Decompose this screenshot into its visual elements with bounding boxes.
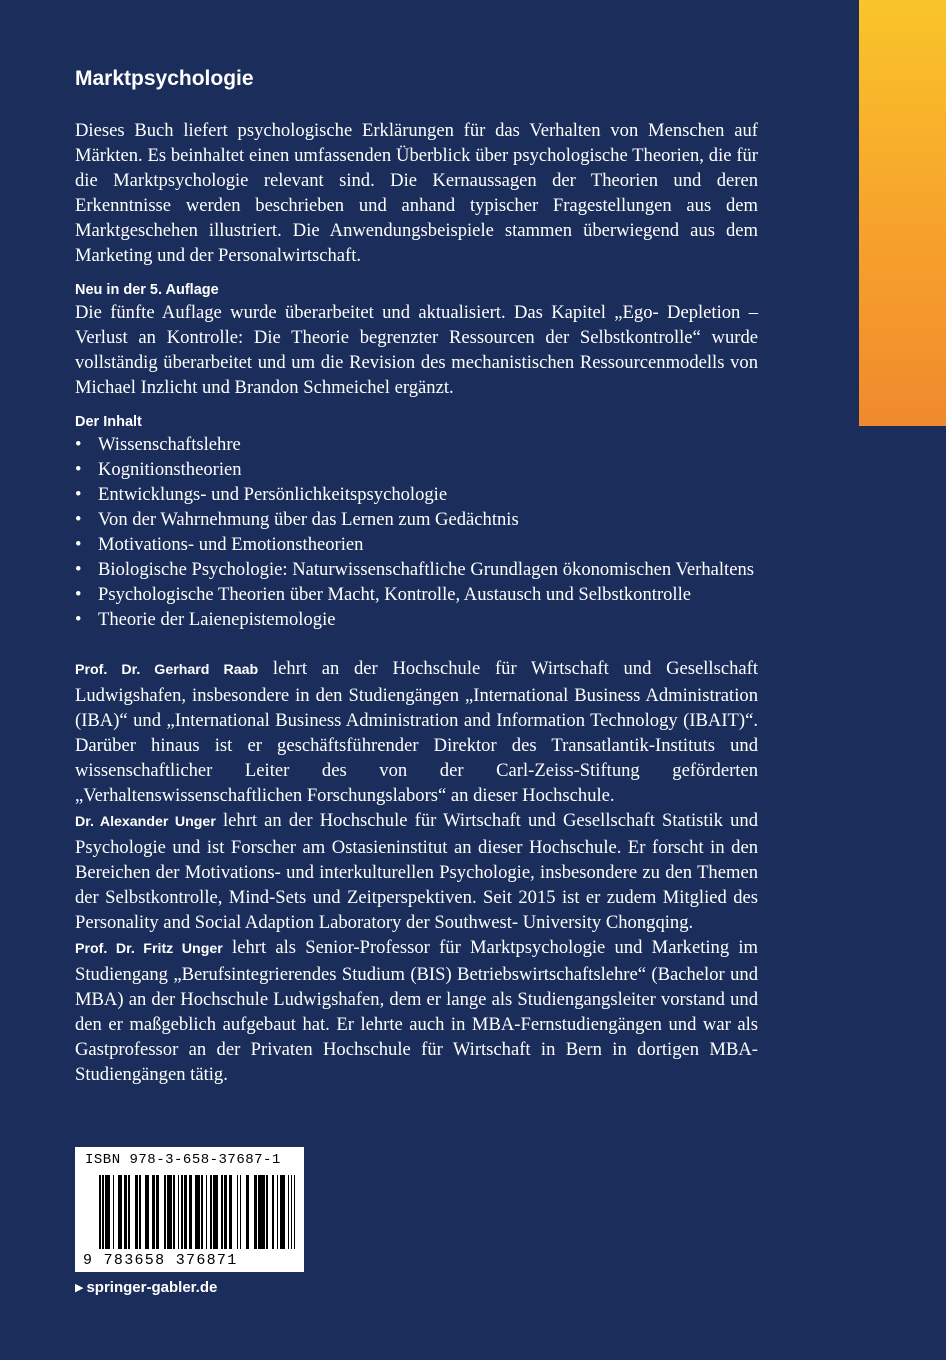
list-item: • Wissenschaftslehre	[75, 434, 241, 455]
bullet-icon: •	[75, 509, 82, 530]
author-bio-f-unger: Prof. Dr. Fritz Unger lehrt als Senior-Professor für Marktpsychologie und Marketing im Studiengang „Berufsintegrierendes Studium (BIS) Betriebswirtschaftslehre“ (Bachelor und MBA) an der Hochschule Ludwigshafen, dem er lange als Studiengangsleiter vorstand und den er maßgeblich aufgebaut hat. Er lehrte auch in MBA-Fernstudiengängen und war als Gastprofessor an der Privaten Hochschule für Wirtschaft in Bern in dortigen MBA-Studiengängen tätig.	[75, 937, 758, 1085]
bullet-icon: •	[75, 484, 82, 505]
list-item: • Motivations- und Emotionstheorien	[75, 534, 364, 555]
author-name: Prof. Dr. Fritz Unger	[75, 941, 223, 957]
bullet-icon: •	[75, 534, 82, 555]
new-edition-section	[75, 280, 758, 400]
publisher-website-link[interactable]	[75, 1277, 217, 1299]
bullet-icon: •	[75, 434, 82, 455]
list-item: • Von der Wahrnehmung über das Lernen zum Gedächtnis	[75, 509, 519, 530]
back-cover-content	[75, 62, 758, 1087]
isbn-label: ISBN 978-3-658-37687-1	[85, 1152, 281, 1168]
authors-section	[75, 656, 758, 1087]
contents-list	[75, 432, 758, 632]
barcode-bar	[294, 1175, 296, 1249]
author-bio-raab: Prof. Dr. Gerhard Raab lehrt an der Hochschule für Wirtschaft und Gesellschaft Ludwigshafen, insbesondere in den Studiengängen „International Business Administration (IBA)“ und „International Business Administration and Information Technology (IBAIT)“. Darüber hinaus ist er geschäftsführender Direktor des Transatlantik-Instituts und wissenschaftlicher Leiter des von der Carl-Zeiss-Stiftung geförderten „Verhaltenswissenschaftlichen Forschungslabors“ an dieser Hochschule.	[75, 658, 758, 806]
website-label: springer-gabler.de	[86, 1279, 218, 1296]
new-edition-text: Die fünfte Auflage wurde überarbeitet und aktualisiert. Das Kapitel „Ego- Depletion – Verlust an Kontrolle: Die Theorie begrenzter Ressourcen der Selbstkontrolle“ wurde vollständig überarbeitet und um die Revision des mechanistischen Ressourcenmodells von Michael Inzlicht und Brandon Schmeichel ergänzt.	[75, 302, 758, 398]
author-name: Prof. Dr. Gerhard Raab	[75, 662, 259, 678]
barcode-bars	[99, 1175, 297, 1249]
intro-paragraph: Dieses Buch liefert psychologische Erklärungen für das Verhalten von Menschen auf Märkten. Es beinhaltet einen umfassenden Überblick über psychologische Theorien, die für die Marktpsychologie relevant sind. Die Kernaussagen der Theorien und deren Erkenntnisse werden beschrieben und anhand typischer Fragestellungen aus dem Marktgeschehen illustriert. Die Anwendungsbeispiele stammen überwiegend aus dem Marketing und der Personalwirtschaft.	[75, 120, 758, 266]
list-item: • Psychologische Theorien über Macht, Kontrolle, Austausch und Selbstkontrolle	[75, 584, 692, 605]
bullet-icon: •	[75, 584, 82, 605]
isbn-barcode	[75, 1147, 304, 1272]
new-edition-heading: Neu in der 5. Auflage	[75, 282, 219, 298]
list-item: • Entwicklungs- und Persönlichkeitspsychologie	[75, 484, 448, 505]
bullet-icon: •	[75, 559, 82, 580]
triangle-right-icon: ▶	[75, 1282, 84, 1294]
author-bio-a-unger: Dr. Alexander Unger lehrt an der Hochschule für Wirtschaft und Gesellschaft Statistik und Psychologie und ist Forscher am Ostasieninstitut an dieser Hochschule. Er forscht in den Bereichen der Motivations- und interkulturellen Psychologie, insbesondere zu den Themen der Selbstkontrolle, Mind-Sets und Zeitperspektiven. Seit 2015 ist er zudem Mitglied des Personality and Social Adaption Laboratory der Southwest- University Chongqing.	[75, 810, 758, 933]
list-item: • Biologische Psychologie: Naturwissenschaftliche Grundlagen ökonomischen Verhaltens	[75, 559, 754, 580]
book-title: Marktpsychologie	[75, 67, 254, 90]
contents-section	[75, 412, 758, 632]
ean-digits: 9 783658 376871	[83, 1252, 238, 1269]
bullet-icon: •	[75, 609, 82, 630]
orange-accent-bar	[859, 0, 946, 426]
contents-heading: Der Inhalt	[75, 414, 142, 430]
list-item: • Theorie der Laienepistemologie	[75, 609, 336, 630]
author-name: Dr. Alexander Unger	[75, 814, 216, 830]
bullet-icon: •	[75, 459, 82, 480]
list-item: • Kognitionstheorien	[75, 459, 242, 480]
